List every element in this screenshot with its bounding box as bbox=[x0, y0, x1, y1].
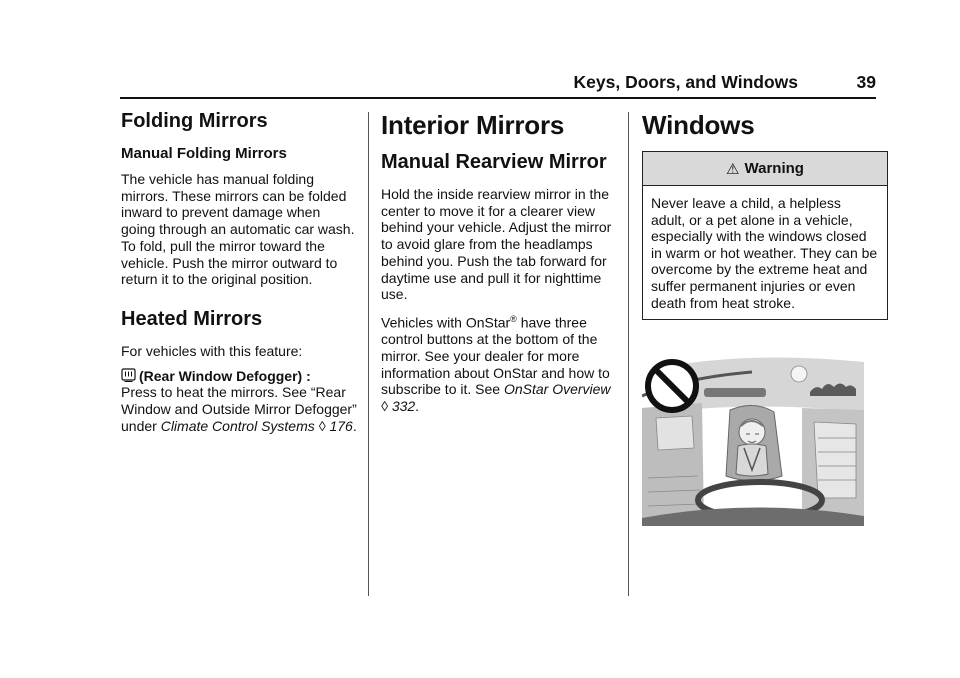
ref-arrow: ◊ bbox=[381, 398, 388, 415]
onstar-overview-page[interactable]: 332 bbox=[391, 398, 416, 415]
manual-folding-mirrors-heading: Manual Folding Mirrors bbox=[121, 145, 287, 162]
column-left bbox=[121, 110, 357, 434]
windows-heading: Windows bbox=[642, 110, 755, 140]
section-title: Keys, Doors, and Windows bbox=[573, 72, 798, 92]
warning-label: Warning bbox=[744, 160, 804, 177]
header-rule bbox=[120, 97, 876, 99]
warning-text: Never leave a child, a helpless adult, or a pet alone in a vehicle, especially with the windows closed in warm or hot weather. They can be overcome by the extreme heat and suffer permanent injuries or even death from heat stroke. bbox=[651, 195, 878, 311]
rearview-paragraph: Hold the inside rearview mirror in the center to move it for a clearer view behind your vehicle. Adjust the mirror to avoid glare from the headlamps behind you. Push the tab forward for daytime use and pull it for nighttime use. bbox=[381, 186, 612, 303]
manual-folding-paragraph: The vehicle has manual folding mirrors. These mirrors can be folded inward to prevent damage when going through an automatic car wash. To fold, pull the mirror toward the vehicle. Push the mirror outward to return it to the original position. bbox=[121, 171, 355, 288]
onstar-prefix: Vehicles with OnStar bbox=[381, 314, 511, 331]
interior-mirrors-heading: Interior Mirrors bbox=[381, 110, 565, 140]
ref-arrow: ◊ bbox=[318, 417, 326, 434]
onstar-paragraph bbox=[381, 311, 617, 415]
sentence-end: . bbox=[352, 417, 357, 434]
heated-mirrors-heading: Heated Mirrors bbox=[121, 307, 263, 330]
column-middle bbox=[381, 110, 617, 415]
defogger-label: (Rear Window Defogger) : bbox=[139, 367, 311, 384]
onstar-overview-link[interactable]: OnStar Overview bbox=[503, 381, 611, 398]
column-divider bbox=[368, 112, 369, 596]
folding-mirrors-heading: Folding Mirrors bbox=[121, 110, 268, 132]
rear-window-defogger-icon bbox=[121, 368, 136, 383]
sentence-end: . bbox=[415, 398, 420, 415]
column-right bbox=[642, 110, 878, 320]
registered-mark: ® bbox=[510, 313, 517, 324]
heated-intro: For vehicles with this feature: bbox=[121, 342, 303, 359]
defogger-paragraph bbox=[121, 368, 357, 435]
defogger-text: Press to heat the mirrors. See “Rear Window and Outside Mirror Defogger” under bbox=[121, 384, 357, 434]
child-in-car-illustration bbox=[642, 348, 864, 526]
warning-header bbox=[643, 152, 887, 186]
climate-control-page[interactable]: 176 bbox=[329, 417, 353, 434]
warning-triangle-icon: ⚠ bbox=[726, 160, 740, 178]
warning-box bbox=[642, 151, 888, 320]
manual-rearview-mirror-heading: Manual Rearview Mirror bbox=[381, 151, 607, 173]
climate-control-link[interactable]: Climate Control Systems bbox=[160, 417, 315, 434]
column-divider bbox=[628, 112, 629, 596]
onstar-text: have three control buttons at the bottom of the mirror. See your dealer for more information about OnStar and how to subscribe to it. See bbox=[381, 314, 610, 398]
page-number: 39 bbox=[856, 72, 876, 92]
